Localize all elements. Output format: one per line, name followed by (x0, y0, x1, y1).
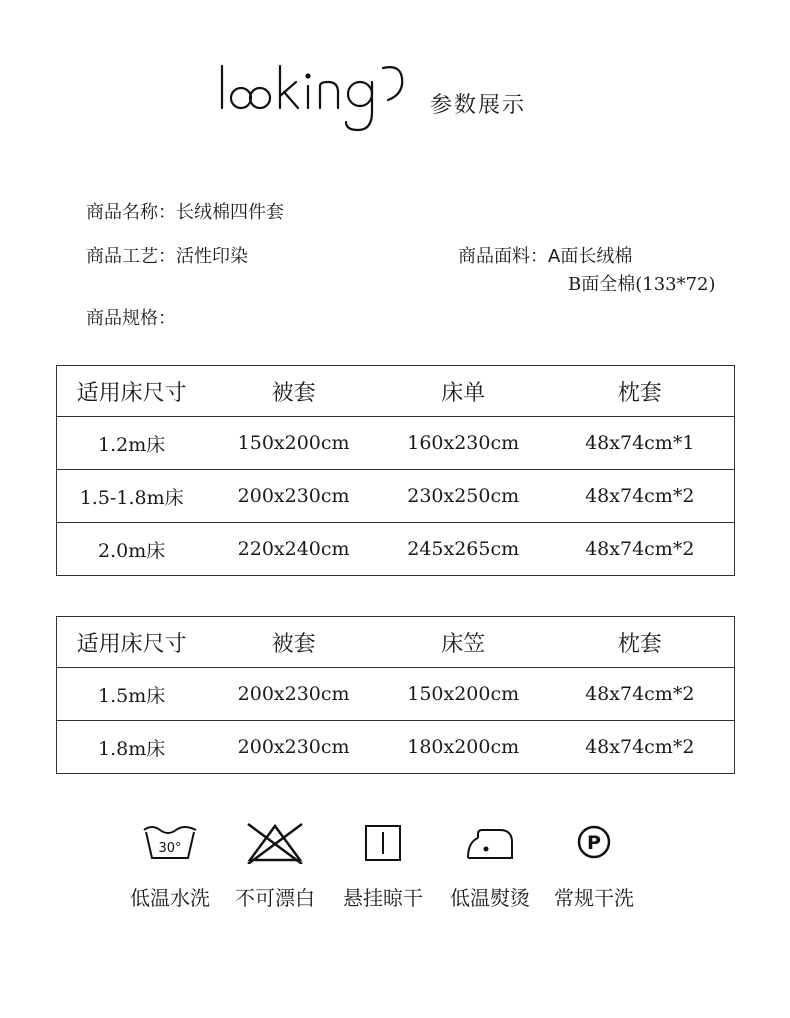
care-item-wash (120, 820, 220, 911)
care-label: 低温熨烫 (450, 886, 530, 910)
table-cell: 48x74cm*1 (546, 417, 735, 470)
table-cell: 1.8m床 (57, 721, 207, 774)
no-bleach-icon (240, 820, 310, 864)
table-header-cell: 被套 (206, 617, 381, 668)
table-cell: 220x240cm (206, 523, 381, 576)
care-instructions (120, 820, 660, 920)
product-craft-label: 商品工艺： (86, 246, 176, 267)
care-label: 低温水洗 (130, 886, 210, 910)
care-item-hang (333, 820, 433, 911)
table-cell: 200x230cm (206, 668, 381, 721)
table-cell: 150x200cm (206, 417, 381, 470)
dry-clean-p-icon (569, 820, 619, 864)
table-header-row (57, 366, 735, 417)
table-cell: 1.5-1.8m床 (57, 470, 207, 523)
dry-clean-symbol: P (587, 832, 601, 854)
product-name-value: 长绒棉四件套 (176, 202, 284, 223)
table-cell: 1.5m床 (57, 668, 207, 721)
table-row (57, 721, 735, 774)
size-table-2 (56, 616, 735, 774)
product-fabric-row (458, 242, 716, 296)
product-spec-label: 商品规格： (86, 308, 176, 329)
care-item-bleach (225, 820, 325, 911)
table-header-cell: 被套 (206, 366, 381, 417)
table-header-cell: 床单 (381, 366, 546, 417)
table-cell: 1.2m床 (57, 417, 207, 470)
header (218, 60, 558, 138)
table-cell: 245x265cm (381, 523, 546, 576)
table-row (57, 470, 735, 523)
wash-30-icon (140, 820, 200, 864)
table-cell: 2.0m床 (57, 523, 207, 576)
table-header-row (57, 617, 735, 668)
product-craft-value: 活性印染 (176, 246, 248, 267)
page-subtitle: 参数展示 (430, 93, 527, 118)
table-header-cell: 枕套 (546, 617, 735, 668)
hang-dry-icon (358, 820, 408, 864)
table-cell: 180x200cm (381, 721, 546, 774)
care-label: 悬挂晾干 (343, 886, 423, 910)
looking-logo (218, 60, 418, 138)
care-item-iron (440, 820, 540, 911)
product-fabric-value-b: B面全棉(133*72) (568, 274, 716, 295)
product-fabric-label: 商品面料： (458, 246, 548, 267)
table-cell: 200x230cm (206, 470, 381, 523)
product-fabric-value-a: A面长绒棉 (548, 246, 633, 267)
table-cell: 200x230cm (206, 721, 381, 774)
table-header-cell: 适用床尺寸 (57, 366, 207, 417)
table-cell: 230x250cm (381, 470, 546, 523)
wash-temp-text: 30° (158, 841, 182, 856)
table-row (57, 668, 735, 721)
table-row (57, 417, 735, 470)
table-cell: 48x74cm*2 (546, 721, 735, 774)
table-cell: 48x74cm*2 (546, 470, 735, 523)
table-cell: 150x200cm (381, 668, 546, 721)
product-spec-row (86, 304, 176, 330)
table-header-cell: 床笠 (381, 617, 546, 668)
product-craft-row (86, 242, 248, 268)
table-header-cell: 适用床尺寸 (57, 617, 207, 668)
size-table-1 (56, 365, 735, 576)
care-label: 不可漂白 (235, 886, 315, 910)
table-header-cell: 枕套 (546, 366, 735, 417)
table-cell: 48x74cm*2 (546, 523, 735, 576)
care-label: 常规干洗 (554, 886, 634, 910)
table-cell: 48x74cm*2 (546, 668, 735, 721)
table-row (57, 523, 735, 576)
low-iron-icon (460, 820, 520, 864)
product-name-label: 商品名称： (86, 202, 176, 223)
product-name-row (86, 198, 284, 224)
table-cell: 160x230cm (381, 417, 546, 470)
care-item-dryclean (544, 820, 644, 911)
